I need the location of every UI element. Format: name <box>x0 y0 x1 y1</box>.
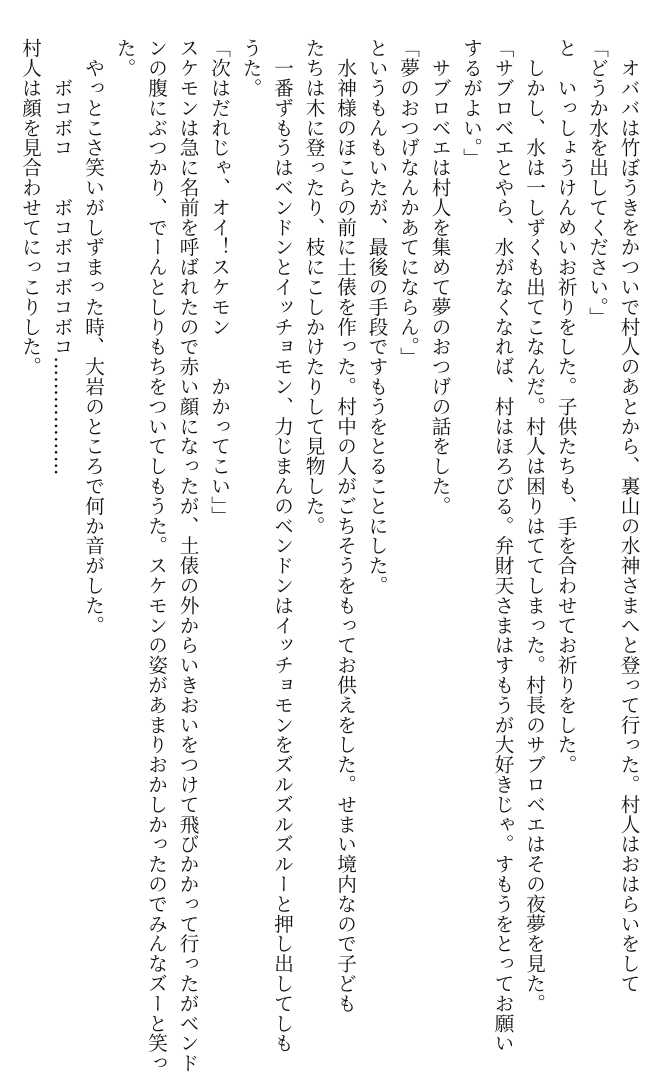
text-line-18: やっとこさ笑いがしずまった時、大岩のところで何か音がした。 <box>81 38 105 635</box>
text-line-15: スケモンは急に名前を呼ばれたので赤い顔になったが、土俵の外からいきおいをつけて飛びかかって行ったがベンド <box>176 38 199 1073</box>
text-line-11: たちは木に登ったり、枝にこしかけたりして見物した。 <box>302 38 325 536</box>
text-line-5: 「サブロベエとやら、水がなくなれば、村はほろびる。弁財天さまはすもうが大好きじゃ。すもうをとってお願い <box>491 38 514 1053</box>
text-line-12: 一番ずもうはベンドンとイッチョモン、力じまんのベンドンはイッチョモンをズルズルズルーと押し出してしも <box>270 38 294 1053</box>
text-line-9: というもんもいたが、最後の手段ですもうをとることにした。 <box>365 38 388 596</box>
text-line-2: 「どうか水を出してください。」 <box>585 38 609 327</box>
text-line-20: 村人は顔を見合わせてにっこりした。 <box>18 38 42 377</box>
text-line-6: するがよい。」 <box>459 38 483 168</box>
text-line-4: しかし、水は一しずくも出てこなんだ。村人は困りはててしまった。村長のサブロベエはその夜夢を見た。 <box>522 38 546 1014</box>
text-line-13: うた。 <box>239 38 262 98</box>
text-line-19: ボコボコ ボコボコボコボコ……………… <box>50 38 73 476</box>
text-line-16: ンの腹にぶつかり、でーんとしりもちをついてしもうた。スケモンの姿があまりおかしかったのでみんなズーと笑っ <box>144 38 168 1073</box>
vertical-text-body <box>14 38 644 1073</box>
text-line-3: と いっしょうけんめいお祈りをした。子供たちも、手を合わせてお祈りをした。 <box>554 38 577 775</box>
text-line-1: オババは竹ぼうきをかついで村人のあとから、裏山の水神さまへと登って行った。村人はおはらいをして <box>617 38 640 994</box>
text-line-17: た。 <box>113 38 136 78</box>
text-line-10: 水神様のほこらの前に土俵を作った。村中の人がごちそうをもってお供えをした。せまい境内なので子ども <box>333 38 357 1014</box>
text-line-8: 「夢のおつげなんかあてにならん。」 <box>396 38 420 367</box>
text-line-7: サブロベエは村人を集めて夢のおつげの話をした。 <box>428 38 451 516</box>
text-line-14: 「次はだれじゃ、オイ！スケモン かかってこい」」 <box>207 38 231 526</box>
